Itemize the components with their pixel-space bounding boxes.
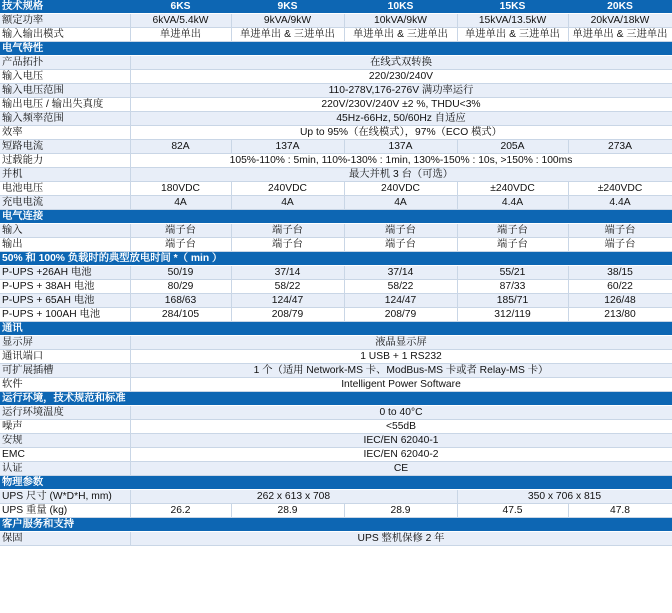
row-value: 1 USB + 1 RS232 bbox=[130, 350, 672, 364]
row-value: 最大并机 3 台（可选） bbox=[130, 168, 672, 182]
model-header-10ks: 10KS bbox=[344, 0, 457, 14]
row-short-circuit bbox=[0, 140, 672, 154]
row-value: 单进单出 bbox=[130, 28, 231, 42]
row-label: 噪声 bbox=[0, 420, 130, 434]
row-label: 效率 bbox=[0, 126, 130, 140]
row-value: 4A bbox=[231, 196, 344, 210]
row-value: 105%-110% : 5min, 110%-130% : 1min, 130%-150% : 10s, >150% : 100ms bbox=[130, 154, 672, 168]
row-value: 4A bbox=[130, 196, 231, 210]
row-value: 单进单出 & 三进单出 bbox=[344, 28, 457, 42]
row-value: IEC/EN 62040-1 bbox=[130, 434, 672, 448]
row-value: 20kVA/18kW bbox=[568, 14, 672, 28]
row-value: 240VDC bbox=[344, 182, 457, 196]
row-value: 168/63 bbox=[130, 294, 231, 308]
row-software bbox=[0, 378, 672, 392]
row-value: 单进单出 & 三进单出 bbox=[568, 28, 672, 42]
row-value: ±240VDC bbox=[457, 182, 568, 196]
row-charge-current bbox=[0, 196, 672, 210]
row-overload bbox=[0, 154, 672, 168]
section-title: 运行环境，技术规范和标准 bbox=[0, 392, 672, 406]
row-conn-output bbox=[0, 238, 672, 252]
row-b38 bbox=[0, 280, 672, 294]
row-value: 220/230/240V bbox=[130, 70, 672, 84]
row-value: 10kVA/9kW bbox=[344, 14, 457, 28]
row-value: 60/22 bbox=[568, 280, 672, 294]
row-value: 180VDC bbox=[130, 182, 231, 196]
row-label: 输入 bbox=[0, 224, 130, 238]
row-value: 15kVA/13.5kW bbox=[457, 14, 568, 28]
row-slot bbox=[0, 364, 672, 378]
row-value: 单进单出 & 三进单出 bbox=[231, 28, 344, 42]
row-value: 185/71 bbox=[457, 294, 568, 308]
row-label: 安规 bbox=[0, 434, 130, 448]
row-value: IEC/EN 62040-2 bbox=[130, 448, 672, 462]
row-value: 端子台 bbox=[568, 224, 672, 238]
row-value: 205A bbox=[457, 140, 568, 154]
row-label: 认证 bbox=[0, 462, 130, 476]
row-value: 4.4A bbox=[457, 196, 568, 210]
section-title: 物理参数 bbox=[0, 476, 672, 490]
row-value: 0 to 40°C bbox=[130, 406, 672, 420]
row-value: 312/119 bbox=[457, 308, 568, 322]
row-label: UPS 尺寸 (W*D*H, mm) bbox=[0, 490, 130, 504]
row-label: 充电电流 bbox=[0, 196, 130, 210]
row-value: 213/80 bbox=[568, 308, 672, 322]
section-title: 50% 和 100% 负载时的典型放电时间 *（ min ） bbox=[0, 252, 672, 266]
row-label: 运行环境温度 bbox=[0, 406, 130, 420]
row-label: 短路电流 bbox=[0, 140, 130, 154]
row-value: 350 x 706 x 815 bbox=[457, 490, 672, 504]
section-title: 技术规格 bbox=[0, 0, 130, 14]
row-value: 端子台 bbox=[344, 238, 457, 252]
row-battery-voltage bbox=[0, 182, 672, 196]
row-value: ±240VDC bbox=[568, 182, 672, 196]
row-value: 端子台 bbox=[568, 238, 672, 252]
row-value: 110-278V,176-276V 满功率运行 bbox=[130, 84, 672, 98]
row-label: 过载能力 bbox=[0, 154, 130, 168]
model-header-9ks: 9KS bbox=[231, 0, 344, 14]
row-cert bbox=[0, 462, 672, 476]
row-label: 额定功率 bbox=[0, 14, 130, 28]
row-value: 端子台 bbox=[344, 224, 457, 238]
row-label: P-UPS + 65AH 电池 bbox=[0, 294, 130, 308]
row-display bbox=[0, 336, 672, 350]
row-temp bbox=[0, 406, 672, 420]
row-value: 液晶显示屏 bbox=[130, 336, 672, 350]
section-header-service bbox=[0, 518, 672, 532]
row-value: 82A bbox=[130, 140, 231, 154]
section-header-electrical bbox=[0, 42, 672, 56]
row-b100 bbox=[0, 308, 672, 322]
row-value: 45Hz-66Hz, 50/60Hz 自适应 bbox=[130, 112, 672, 126]
section-title: 客户服务和支持 bbox=[0, 518, 672, 532]
row-value: 端子台 bbox=[130, 224, 231, 238]
row-value: 端子台 bbox=[130, 238, 231, 252]
model-header-15ks: 15KS bbox=[457, 0, 568, 14]
row-value: 47.8 bbox=[568, 504, 672, 518]
row-value: 124/47 bbox=[344, 294, 457, 308]
row-parallel bbox=[0, 168, 672, 182]
row-weight bbox=[0, 504, 672, 518]
section-header-communication bbox=[0, 322, 672, 336]
row-label: 可扩展插槽 bbox=[0, 364, 130, 378]
row-io-mode bbox=[0, 28, 672, 42]
row-label: 通讯端口 bbox=[0, 350, 130, 364]
section-header-environment bbox=[0, 392, 672, 406]
row-b65 bbox=[0, 294, 672, 308]
section-title: 电气特性 bbox=[0, 42, 672, 56]
row-value: 124/47 bbox=[231, 294, 344, 308]
row-value: 37/14 bbox=[231, 266, 344, 280]
section-header-physical bbox=[0, 476, 672, 490]
model-header-20ks: 20KS bbox=[568, 0, 672, 14]
row-label: 显示屏 bbox=[0, 336, 130, 350]
row-label: UPS 重量 (kg) bbox=[0, 504, 130, 518]
row-value: 87/33 bbox=[457, 280, 568, 294]
row-value: 208/79 bbox=[344, 308, 457, 322]
row-label: P-UPS + 100AH 电池 bbox=[0, 308, 130, 322]
row-value: 端子台 bbox=[231, 238, 344, 252]
row-label: 输出 bbox=[0, 238, 130, 252]
row-label: 保固 bbox=[0, 532, 130, 546]
row-rated-power bbox=[0, 14, 672, 28]
section-title: 电气连接 bbox=[0, 210, 672, 224]
row-label: 输入电压 bbox=[0, 70, 130, 84]
row-label: P-UPS + 38AH 电池 bbox=[0, 280, 130, 294]
section-header-backup bbox=[0, 252, 672, 266]
row-value: 47.5 bbox=[457, 504, 568, 518]
row-value: 50/19 bbox=[130, 266, 231, 280]
row-value: Intelligent Power Software bbox=[130, 378, 672, 392]
row-value: 220V/230V/240V ±2 %, THDU<3% bbox=[130, 98, 672, 112]
row-value: 284/105 bbox=[130, 308, 231, 322]
row-size bbox=[0, 490, 672, 504]
row-value: 58/22 bbox=[344, 280, 457, 294]
row-value: 1 个（适用 Network-MS 卡、ModBus-MS 卡或者 Relay-MS 卡） bbox=[130, 364, 672, 378]
row-value: 6kVA/5.4kW bbox=[130, 14, 231, 28]
row-value: 端子台 bbox=[457, 238, 568, 252]
row-value: 37/14 bbox=[344, 266, 457, 280]
row-label: 输入电压范围 bbox=[0, 84, 130, 98]
row-value: 55/21 bbox=[457, 266, 568, 280]
row-value: 4.4A bbox=[568, 196, 672, 210]
row-output-voltage bbox=[0, 98, 672, 112]
row-input-range bbox=[0, 84, 672, 98]
row-b26 bbox=[0, 266, 672, 280]
row-comm-port bbox=[0, 350, 672, 364]
row-noise bbox=[0, 420, 672, 434]
row-value: 137A bbox=[344, 140, 457, 154]
row-label: P-UPS +26AH 电池 bbox=[0, 266, 130, 280]
row-input-voltage bbox=[0, 70, 672, 84]
row-value: 262 x 613 x 708 bbox=[130, 490, 457, 504]
row-topology bbox=[0, 56, 672, 70]
row-value: 58/22 bbox=[231, 280, 344, 294]
section-title: 通讯 bbox=[0, 322, 672, 336]
row-freq-range bbox=[0, 112, 672, 126]
row-emc bbox=[0, 448, 672, 462]
row-value: 38/15 bbox=[568, 266, 672, 280]
row-warranty bbox=[0, 532, 672, 546]
row-value: CE bbox=[130, 462, 672, 476]
row-label: 产品拓扑 bbox=[0, 56, 130, 70]
row-value: 137A bbox=[231, 140, 344, 154]
section-header-connection bbox=[0, 210, 672, 224]
row-value: 126/48 bbox=[568, 294, 672, 308]
row-label: 输出电压 / 输出失真度 bbox=[0, 98, 130, 112]
model-header-6ks: 6KS bbox=[130, 0, 231, 14]
row-label: 输入频率范围 bbox=[0, 112, 130, 126]
row-value: <55dB bbox=[130, 420, 672, 434]
row-value: 80/29 bbox=[130, 280, 231, 294]
row-label: 输入输出模式 bbox=[0, 28, 130, 42]
row-value: 4A bbox=[344, 196, 457, 210]
row-value: 240VDC bbox=[231, 182, 344, 196]
row-value: 273A bbox=[568, 140, 672, 154]
row-efficiency bbox=[0, 126, 672, 140]
row-value: 26.2 bbox=[130, 504, 231, 518]
row-conn-input bbox=[0, 224, 672, 238]
row-value: 单进单出 & 三进单出 bbox=[457, 28, 568, 42]
row-value: 208/79 bbox=[231, 308, 344, 322]
row-safety bbox=[0, 434, 672, 448]
row-label: 并机 bbox=[0, 168, 130, 182]
row-label: 软件 bbox=[0, 378, 130, 392]
row-value: 端子台 bbox=[231, 224, 344, 238]
row-value: 端子台 bbox=[457, 224, 568, 238]
row-value: 在线式双转换 bbox=[130, 56, 672, 70]
row-label: EMC bbox=[0, 448, 130, 462]
section-header-specs bbox=[0, 0, 672, 14]
row-value: Up to 95%（在线模式），97%（ECO 模式） bbox=[130, 126, 672, 140]
row-value: UPS 整机保修 2 年 bbox=[130, 532, 672, 546]
row-value: 9kVA/9kW bbox=[231, 14, 344, 28]
row-value: 28.9 bbox=[344, 504, 457, 518]
row-label: 电池电压 bbox=[0, 182, 130, 196]
row-value: 28.9 bbox=[231, 504, 344, 518]
